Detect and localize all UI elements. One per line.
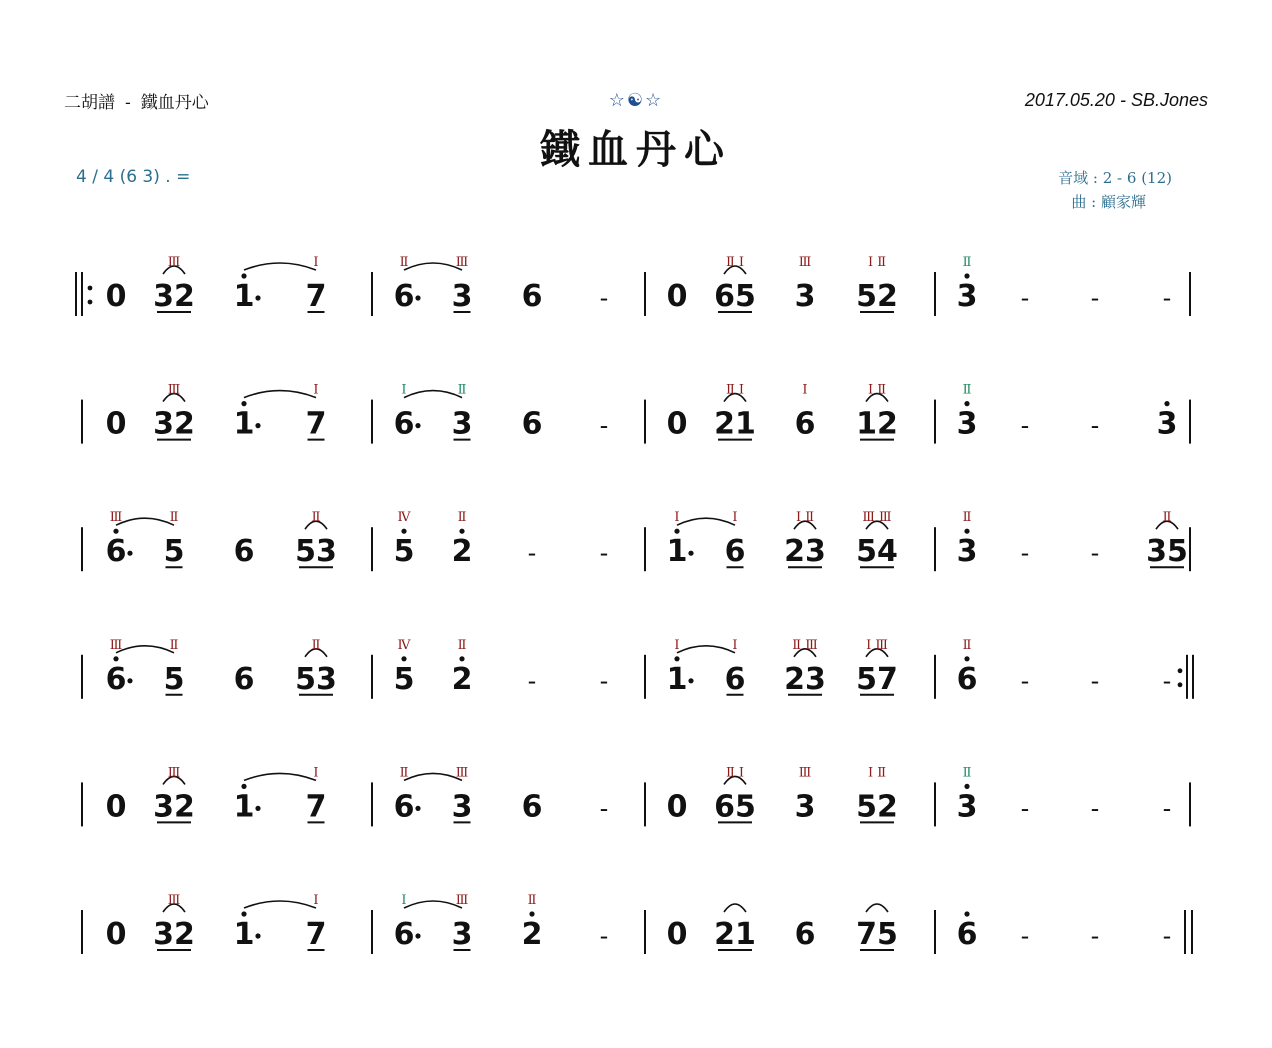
repeat-dot	[1178, 668, 1183, 673]
octave-dot	[113, 529, 118, 534]
position-mark: Ⅲ	[167, 765, 181, 781]
position-mark: Ⅰ	[313, 893, 319, 908]
position-mark: Ⅰ Ⅲ	[866, 637, 888, 653]
note: 12	[856, 406, 898, 442]
hold-dash: -	[527, 666, 537, 695]
hold-dash: -	[1162, 284, 1172, 312]
augmentation-dot	[255, 933, 260, 938]
hold-dash: -	[1020, 284, 1030, 312]
position-mark: Ⅱ	[457, 382, 467, 398]
position-mark: Ⅱ	[311, 510, 321, 526]
note: 1	[666, 661, 688, 697]
composer-label: 曲	[1071, 193, 1087, 211]
position-mark: Ⅱ	[527, 893, 537, 908]
repeat-dot	[88, 286, 93, 291]
position-mark: Ⅱ	[1162, 510, 1172, 526]
note: 7	[305, 789, 327, 825]
note: 3	[794, 279, 816, 314]
note: 6	[724, 534, 746, 570]
note: 1	[233, 406, 255, 442]
position-mark: Ⅱ Ⅰ	[725, 765, 745, 781]
note: 3	[451, 789, 473, 825]
octave-dot	[113, 656, 118, 661]
octave-dot	[674, 656, 679, 661]
position-mark: Ⅱ	[399, 765, 409, 781]
note: 6	[105, 661, 127, 697]
range-label: 音域	[1058, 169, 1089, 187]
score-row	[82, 638, 1193, 699]
position-mark: Ⅰ	[674, 510, 680, 526]
note: 7	[305, 279, 327, 314]
position-mark: Ⅰ Ⅱ	[867, 255, 887, 270]
octave-dot	[964, 401, 969, 406]
note: 3	[451, 917, 473, 952]
octave-dot	[459, 529, 464, 534]
hold-dash: -	[1020, 411, 1030, 440]
octave-dot	[964, 656, 969, 661]
augmentation-dot	[255, 423, 260, 428]
augmentation-dot	[688, 551, 693, 556]
position-mark: Ⅲ	[455, 893, 469, 908]
position-mark: Ⅳ	[397, 510, 411, 526]
note: 6	[794, 917, 816, 952]
note: 6	[521, 279, 543, 314]
position-mark: Ⅲ	[455, 255, 469, 270]
composer-line: 曲 : 顧家輝	[1071, 193, 1146, 211]
hold-dash: -	[1090, 794, 1100, 823]
phrase-slur	[404, 391, 462, 398]
score-row	[82, 510, 1190, 571]
octave-dot	[964, 911, 969, 916]
note: 1	[666, 534, 688, 570]
phrase-slur	[404, 263, 462, 270]
ornament-symbols: ☆☯☆	[608, 90, 664, 111]
hold-dash: -	[1020, 794, 1030, 823]
note: 6	[393, 406, 415, 442]
octave-dot	[674, 529, 679, 534]
note: 6	[956, 917, 978, 952]
inner-slur	[724, 904, 746, 912]
position-mark: Ⅰ	[313, 765, 319, 781]
note: 0	[105, 789, 127, 825]
note: 32	[153, 406, 195, 442]
augmentation-dot	[415, 933, 420, 938]
hold-dash: -	[1090, 922, 1100, 950]
phrase-slur	[404, 773, 462, 780]
hold-dash: -	[1020, 666, 1030, 695]
position-mark: Ⅰ Ⅱ	[795, 510, 815, 526]
note: 0	[105, 279, 127, 314]
score-kind: 二胡譜	[64, 93, 115, 113]
octave-dot	[529, 911, 534, 916]
octave-dot	[241, 784, 246, 789]
augmentation-dot	[127, 551, 132, 556]
phrase-slur	[244, 263, 316, 270]
phrase-slur	[677, 646, 735, 653]
note: 3	[451, 406, 473, 442]
position-mark: Ⅱ	[962, 255, 972, 270]
phrase-slur	[244, 773, 316, 780]
range-value: 2 - 6 (12)	[1102, 169, 1172, 187]
score-row	[82, 383, 1190, 444]
position-mark: Ⅲ Ⅲ	[862, 510, 892, 526]
position-mark: Ⅱ	[962, 510, 972, 526]
augmentation-dot	[255, 806, 260, 811]
date-author: 2017.05.20 - SB.Jones	[1024, 90, 1208, 110]
note: 6	[956, 661, 978, 697]
score-row	[82, 893, 1192, 954]
note: 6	[521, 789, 543, 825]
octave-dot	[964, 273, 969, 278]
note: 53	[295, 534, 337, 570]
hold-dash: -	[1162, 794, 1172, 823]
hold-dash: -	[1162, 922, 1172, 950]
position-mark: Ⅱ	[457, 510, 467, 526]
note: 32	[153, 279, 195, 314]
note: 23	[784, 661, 826, 697]
hold-dash: -	[599, 539, 609, 568]
note: 7	[305, 406, 327, 442]
note: 0	[105, 917, 127, 952]
position-mark: Ⅲ	[109, 637, 123, 653]
note: 6	[393, 279, 415, 314]
pitch-range: 音域 : 2 - 6 (12)	[1058, 169, 1172, 187]
meter-tempo: 4 / 4 (6 3) . =	[76, 167, 191, 187]
hold-dash: -	[599, 794, 609, 823]
note: 6	[521, 406, 543, 442]
note: 6	[393, 789, 415, 825]
hold-dash: -	[1020, 922, 1030, 950]
note: 3	[956, 279, 978, 314]
note: 6	[393, 917, 415, 952]
position-mark: Ⅲ	[167, 255, 181, 270]
note: 1	[233, 917, 255, 952]
octave-dot	[401, 529, 406, 534]
position-mark: Ⅱ	[169, 510, 179, 526]
note: 57	[856, 661, 898, 697]
position-mark: Ⅱ Ⅰ	[725, 255, 745, 270]
augmentation-dot	[415, 423, 420, 428]
note: 5	[163, 534, 185, 570]
hold-dash: -	[1090, 284, 1100, 312]
note: 0	[105, 406, 127, 442]
position-mark: Ⅲ	[798, 255, 812, 270]
note: 5	[393, 661, 415, 697]
position-mark: Ⅱ Ⅲ	[792, 637, 818, 653]
composer-name: 顧家輝	[1100, 193, 1146, 211]
header-separator: -	[125, 93, 131, 113]
note: 21	[714, 917, 756, 952]
note: 21	[714, 406, 756, 442]
octave-dot	[964, 529, 969, 534]
position-mark: Ⅰ	[313, 382, 319, 398]
note: 5	[163, 661, 185, 697]
hold-dash: -	[1020, 539, 1030, 568]
repeat-dot	[88, 300, 93, 305]
note: 1	[233, 279, 255, 314]
phrase-slur	[116, 518, 174, 525]
note: 3	[956, 406, 978, 442]
note: 0	[666, 279, 688, 314]
position-mark: Ⅲ	[455, 765, 469, 781]
position-mark: Ⅱ Ⅰ	[725, 382, 745, 398]
position-mark: Ⅰ	[313, 255, 319, 270]
hold-dash: -	[1090, 666, 1100, 695]
phrase-slur	[244, 391, 316, 398]
note: 2	[451, 661, 473, 697]
phrase-slur	[404, 901, 462, 908]
note: 5	[393, 534, 415, 570]
octave-dot	[401, 656, 406, 661]
position-mark: Ⅲ	[167, 893, 181, 908]
hold-dash: -	[599, 284, 609, 312]
note: 2	[521, 917, 543, 952]
note: 52	[856, 279, 898, 314]
note: 0	[666, 917, 688, 952]
note: 32	[153, 917, 195, 952]
position-mark: Ⅱ	[962, 382, 972, 398]
octave-dot	[1164, 401, 1169, 406]
note: 3	[1156, 406, 1178, 442]
header-song-title: 鐵血丹心	[140, 93, 209, 113]
note: 65	[714, 789, 756, 825]
note: 2	[451, 534, 473, 570]
note: 6	[105, 534, 127, 570]
augmentation-dot	[415, 295, 420, 300]
repeat-dot	[1178, 682, 1183, 687]
note: 7	[305, 917, 327, 952]
note: 52	[856, 789, 898, 825]
score-row	[76, 255, 1190, 316]
phrase-slur	[116, 646, 174, 653]
hold-dash: -	[1162, 666, 1172, 695]
note: 0	[666, 789, 688, 825]
position-mark: Ⅰ	[732, 510, 738, 526]
hold-dash: -	[599, 922, 609, 950]
hold-dash: -	[527, 539, 537, 568]
position-mark: Ⅳ	[397, 637, 411, 653]
note: 23	[784, 534, 826, 570]
note: 32	[153, 789, 195, 825]
position-mark: Ⅲ	[109, 510, 123, 526]
position-mark: Ⅰ Ⅱ	[867, 765, 887, 781]
augmentation-dot	[415, 806, 420, 811]
note: 35	[1146, 534, 1188, 570]
octave-dot	[459, 656, 464, 661]
phrase-slur	[244, 901, 316, 908]
position-mark: Ⅱ	[311, 637, 321, 653]
position-mark: Ⅰ Ⅱ	[867, 382, 887, 398]
augmentation-dot	[127, 678, 132, 683]
position-mark: Ⅱ	[169, 637, 179, 653]
note: 6	[724, 661, 746, 697]
phrase-slur	[677, 518, 735, 525]
position-mark: Ⅱ	[457, 637, 467, 653]
inner-slur	[866, 904, 888, 912]
note: 3	[956, 789, 978, 825]
note: 75	[856, 917, 898, 952]
octave-dot	[241, 273, 246, 278]
position-mark: Ⅰ	[674, 637, 680, 653]
note: 3	[794, 789, 816, 825]
note: 53	[295, 661, 337, 697]
hold-dash: -	[599, 411, 609, 440]
note: 6	[794, 406, 816, 442]
note: 1	[233, 789, 255, 825]
augmentation-dot	[688, 678, 693, 683]
note: 6	[233, 534, 255, 570]
score-row	[82, 765, 1190, 826]
note: 54	[856, 534, 898, 570]
augmentation-dot	[255, 295, 260, 300]
note: 3	[451, 279, 473, 314]
position-mark: Ⅱ	[962, 637, 972, 653]
hold-dash: -	[1090, 411, 1100, 440]
position-mark: Ⅱ	[962, 765, 972, 781]
position-mark: Ⅰ	[802, 382, 808, 398]
octave-dot	[964, 784, 969, 789]
page-title: 鐵血丹心	[540, 126, 732, 173]
position-mark: Ⅲ	[167, 382, 181, 398]
note: 65	[714, 279, 756, 314]
note: 6	[233, 661, 255, 697]
position-mark: Ⅲ	[798, 765, 812, 781]
octave-dot	[241, 911, 246, 916]
note: 0	[666, 406, 688, 442]
position-mark: Ⅰ	[401, 382, 407, 398]
hold-dash: -	[1090, 539, 1100, 568]
hold-dash: -	[599, 666, 609, 695]
position-mark: Ⅰ	[401, 893, 407, 908]
octave-dot	[241, 401, 246, 406]
note: 3	[956, 534, 978, 570]
position-mark: Ⅱ	[399, 255, 409, 270]
position-mark: Ⅰ	[732, 637, 738, 653]
